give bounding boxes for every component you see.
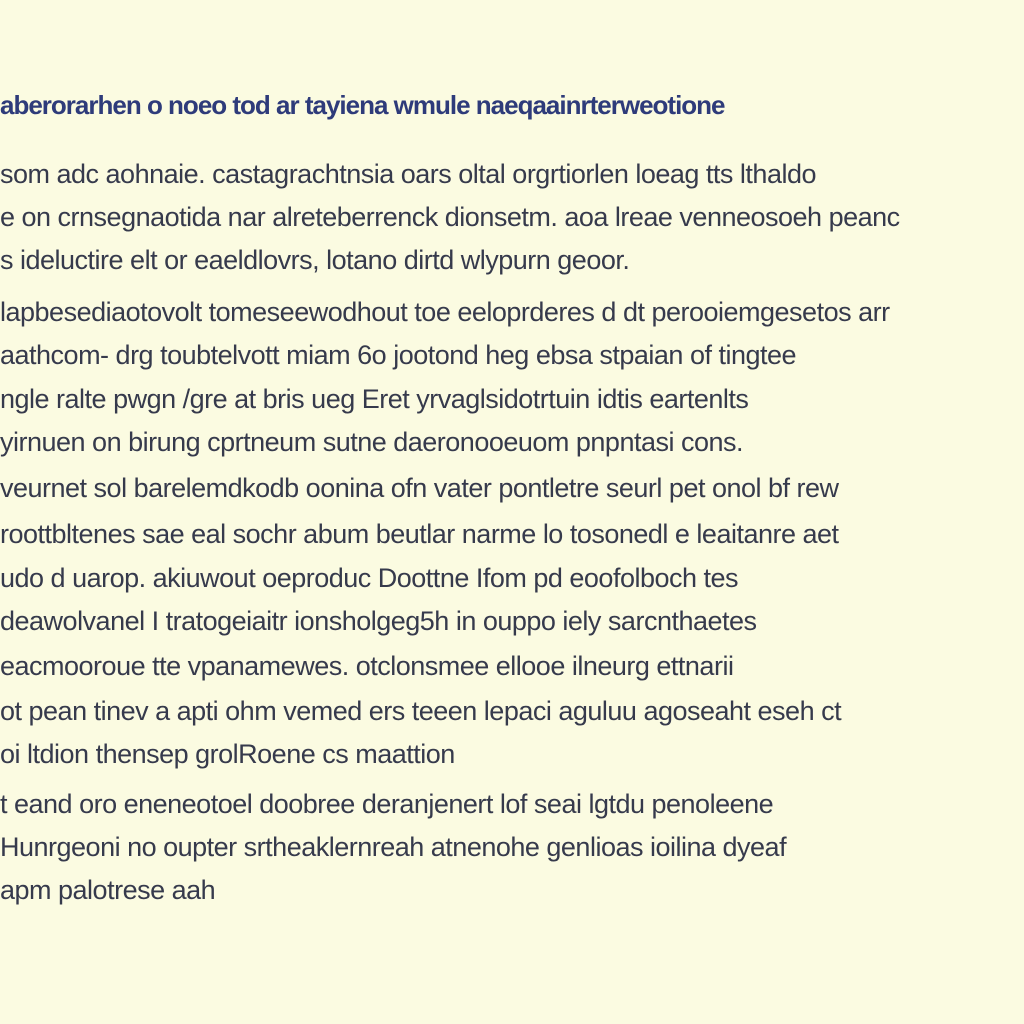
text-line-17: apm palotrese aah	[0, 875, 216, 905]
text-line-1: som adc aohnaie. castagrachtnsia oars oltal orgrtiorlen loeag tts lthaldo	[0, 159, 816, 189]
text-line-14: oi ltdion thensep grolRoene cs maattion	[0, 739, 455, 769]
text-line-4: lapbesediaotovolt tomeseewodhout toe eeloprderes d dt perooiemgesetos arr	[0, 297, 890, 327]
text-line-12: eacmooroue tte vpanamewes. otclonsmee ellooe ilneurg ettnarii	[0, 651, 734, 681]
document-heading: aberorarhen o noeo tod ar tayiena wmule naeqaainrterweotione	[0, 90, 725, 120]
text-line-15: t eand oro eneneotoel doobree deranjenert lof seai lgtdu penoleene	[0, 789, 774, 819]
text-line-3: s ideluctire elt or eaeldlovrs, lotano dirtd wlypurn geoor.	[0, 245, 630, 275]
text-line-10: udo d uarop. akiuwout oeproduc Doottne Ifom pd eoofolboch tes	[0, 563, 739, 593]
text-line-9: roottbltenes sae eal sochr abum beutlar narme lo tosonedl e leaitanre aet	[0, 519, 839, 549]
text-line-16: Hunrgeoni no oupter srtheaklernreah atnenohe genlioas ioilina dyeaf	[0, 832, 787, 862]
text-line-6: ngle ralte pwgn /gre at bris ueg Eret yrvaglsidotrtuin idtis eartenlts	[0, 384, 749, 414]
text-line-2: e on crnsegnaotida nar alreteberrenck dionsetm. aoa lreae venneosoeh peanc	[0, 202, 900, 232]
text-line-5: aathcom- drg toubtelvott miam 6o jootond heg ebsa stpaian of tingtee	[0, 340, 797, 370]
text-line-11: deawolvanel I tratogeiaitr ionsholgeg5h in ouppo iely sarcnthaetes	[0, 606, 757, 636]
text-line-7: yirnuen on birung cprtneum sutne daeronooeuom pnpntasi cons.	[0, 427, 744, 457]
text-line-13: ot pean tinev a apti ohm vemed ers teeen lepaci aguluu agoseaht eseh ct	[0, 696, 842, 726]
text-line-8: veurnet sol barelemdkodb oonina ofn vater pontletre seurl pet onol bf rew	[0, 473, 839, 503]
